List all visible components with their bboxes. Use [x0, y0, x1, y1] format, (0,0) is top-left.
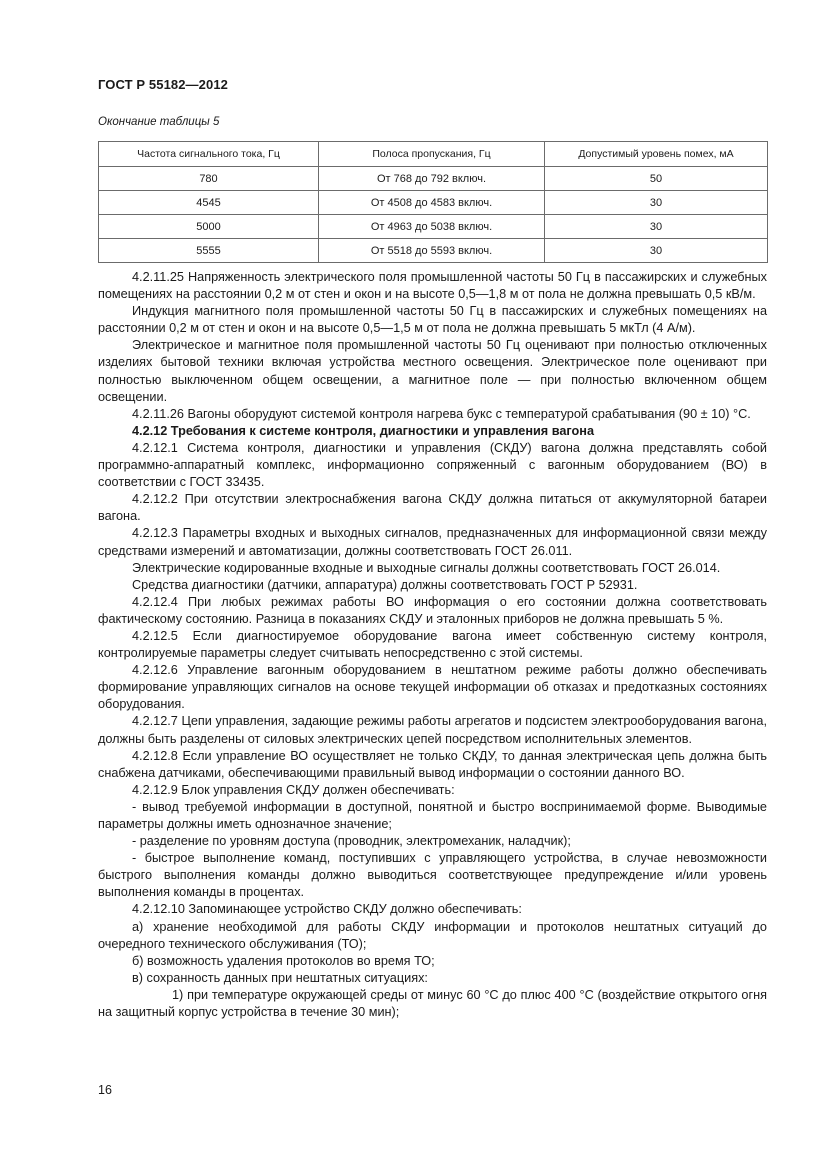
table-header-cell: Полоса пропускания, Гц [319, 142, 545, 167]
paragraph: 4.2.12.7 Цепи управления, задающие режимы работы агрегатов и подсистем электрооборудования вагона, должны быть разделены от силовых электрических цепей посредством исполнительных элементов. [98, 714, 767, 746]
paragraph: 4.2.12.3 Параметры входных и выходных сигналов, предназначенных для информационной связи между средствами измерений и автоматизации, должны соответствовать ГОСТ 26.011. [98, 526, 767, 558]
page-number: 16 [98, 1083, 112, 1097]
list-item: - разделение по уровням доступа (проводник, электромеханик, наладчик); [132, 834, 571, 849]
paragraph: 4.2.12.4 При любых режимах работы ВО информация о его состоянии должна соответствовать фактическому состоянию. Разница в показаниях СКДУ и эталонных приборов не должна превышать 5 %. [98, 594, 767, 626]
table-cell: 4545 [99, 191, 319, 215]
paragraph: Электрическое и магнитное поля промышленной частоты 50 Гц оценивают при полностью отключенных изделиях бытовой техники включая устройства местного освещения. Электрическое поле оценивают при полностью выключенном общем освещении, а магнитное поле — при полностью включенном общем освещении. [98, 338, 767, 404]
table-cell: От 4508 до 4583 включ. [319, 191, 545, 215]
paragraph: Индукция магнитного поля промышленной частоты 50 Гц в пассажирских и служебных помещениях на расстоянии 0,2 м от стен и окон и на высоте 0,5—1,5 м от пола не должна превышать 5 мкТл (4 А/м). [98, 304, 767, 336]
paragraph: 4.2.12.5 Если диагностируемое оборудование вагона имеет собственную систему контроля, контролируемые параметры следует считывать непосредственно с этой системы. [98, 628, 767, 661]
table-cell: 5000 [99, 215, 319, 239]
table-header-cell: Допустимый уровень помех, мА [545, 142, 768, 167]
table-cell: 30 [545, 191, 768, 215]
table-caption: Окончание таблицы 5 [98, 116, 220, 128]
table-row [99, 167, 768, 191]
list-item: а) хранение необходимой для работы СКДУ информации и протоколов нештатных ситуаций до очередного технического обслуживания (ТО); [98, 919, 767, 951]
list-item: - быстрое выполнение команд, поступивших с управляющего устройства, в случае невозможности быстрого выполнения команды должно выводиться соответствующее предупреждение и/или уровень выполнения команды в процентах. [98, 851, 767, 900]
body-text [98, 269, 767, 1021]
table-cell: От 5518 до 5593 включ. [319, 239, 545, 263]
table-cell: От 4963 до 5038 включ. [319, 215, 545, 239]
paragraph: 4.2.11.26 Вагоны оборудуют системой контроля нагрева букс с температурой срабатывания (90 ± 10) °С. [132, 406, 751, 421]
section-heading: 4.2.12 Требования к системе контроля, диагностики и управления вагона [132, 423, 595, 438]
standard-header: ГОСТ Р 55182—2012 [98, 77, 228, 92]
paragraph: 4.2.12.6 Управление вагонным оборудованием в нештатном режиме работы должно обеспечивать формирование управляющих сигналов на основе текущей информации об отказах и предотказных состояниях оборудования. [98, 663, 767, 712]
table-header-cell: Частота сигнального тока, Гц [99, 142, 319, 167]
paragraph: 4.2.12.1 Система контроля, диагностики и управления (СКДУ) вагона должна представлять собой программно-аппаратный комплекс, информационно сопряженный с вагонным оборудованием (ВО) в соответствии с ГОСТ 33435. [98, 440, 767, 490]
paragraph: 4.2.12.2 При отсутствии электроснабжения вагона СКДУ должна питаться от аккумуляторной батареи вагона. [98, 492, 767, 524]
list-item: 1) при температуре окружающей среды от минус 60 °С до плюс 400 °С (воздействие открытого огня на защитный корпус устройства в течение 30 мин); [98, 987, 767, 1020]
paragraph: 4.2.12.8 Если управление ВО осуществляет не только СКДУ, то данная электрическая цепь должна быть снабжена датчиками, обеспечивающими правильный вывод информации о состоянии данного ВО. [98, 748, 767, 780]
paragraph: 4.2.12.9 Блок управления СКДУ должен обеспечивать: [132, 782, 455, 797]
frequency-table [98, 141, 768, 263]
table-row [99, 191, 768, 215]
table-row [99, 215, 768, 239]
table-cell: От 768 до 792 включ. [319, 167, 545, 191]
table-header-row [99, 142, 768, 167]
table-cell: 30 [545, 215, 768, 239]
table-cell: 50 [545, 167, 768, 191]
list-item: в) сохранность данных при нештатных ситуациях: [132, 970, 428, 985]
table-cell: 780 [99, 167, 319, 191]
list-item: - вывод требуемой информации в доступной, понятной и быстро воспринимаемой форме. Выводимые параметры должны иметь однозначное значение; [98, 799, 767, 831]
paragraph: 4.2.11.25 Напряженность электрического поля промышленной частоты 50 Гц в пассажирских и служебных помещениях на расстоянии 0,2 м от стен и окон и на высоте 0,5—1,8 м от пола не должна превышать 0,5 кВ/м. [98, 270, 767, 302]
table-cell: 5555 [99, 239, 319, 263]
paragraph: 4.2.12.10 Запоминающее устройство СКДУ должно обеспечивать: [132, 902, 522, 917]
paragraph: Электрические кодированные входные и выходные сигналы должны соответствовать ГОСТ 26.014. [132, 560, 721, 575]
paragraph: Средства диагностики (датчики, аппаратура) должны соответствовать ГОСТ Р 52931. [132, 577, 638, 592]
table-row [99, 239, 768, 263]
table-cell: 30 [545, 239, 768, 263]
list-item: б) возможность удаления протоколов во время ТО; [132, 953, 435, 968]
